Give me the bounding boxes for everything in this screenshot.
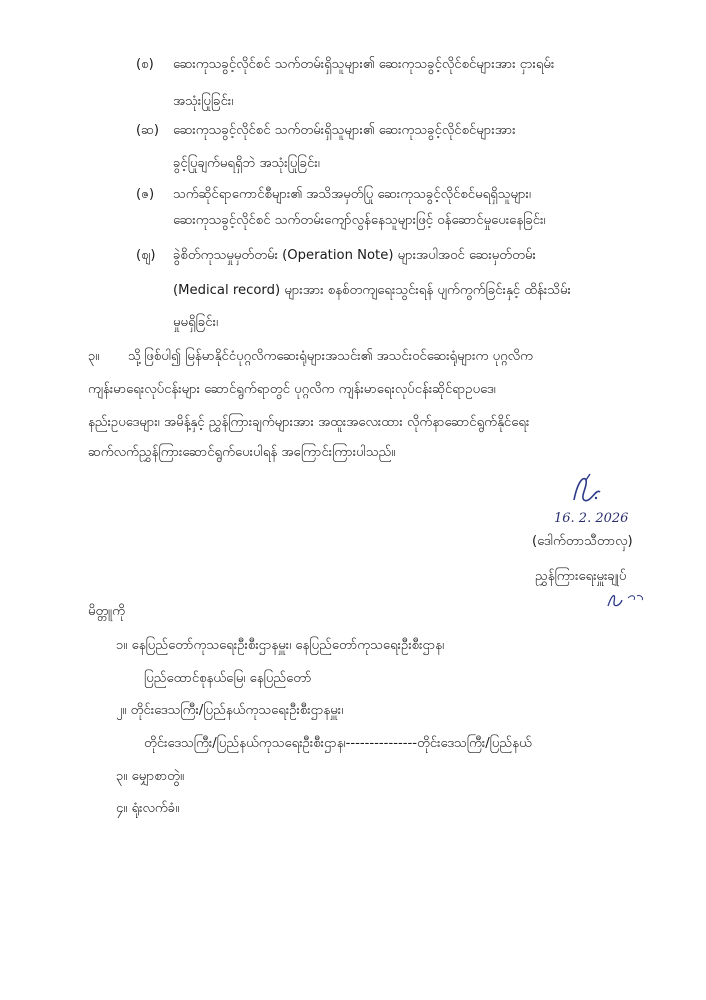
item-text: ဆေးကုသခွင့်လိုင်စင် သက်တမ်းရှိသူများ၏ ဆေးကုသခွင့်လိုင်စင်များအား — [173, 123, 516, 138]
item-text: ဆေးကုသခွင့်လိုင်စင် သက်တမ်းရှိသူများ၏ ဆေးကုသခွင့်လိုင်စင်များအား ငှားရမ်း — [173, 57, 555, 72]
copy-entry: ၂။ တိုင်းဒေသကြီး/ပြည်နယ်ကုသရေးဦးစီးဌာနမှူး၊ — [116, 703, 344, 718]
item-text: (Medical record) များအား စနစ်တကျရေးသွင်းရန် ပျက်ကွက်ခြင်းနှင့် ထိန်းသိမ်း — [173, 283, 571, 298]
copy-entry: ၄။ ရုံးလက်ခံ။ — [116, 801, 180, 816]
item-text: မှုမရှိခြင်း၊ — [173, 315, 219, 330]
paragraph-text: ဆက်လက်ညွှန်ကြားဆောင်ရွက်ပေးပါရန် အကြောင်းကြားပါသည်။ — [88, 445, 396, 460]
copy-entry: ပြည်ထောင်စုနယ်မြေ၊ နေပြည်တော် — [144, 671, 312, 686]
paragraph-number: ၃။ — [88, 349, 100, 364]
signature-date: 16. 2. 2026 — [554, 511, 629, 526]
item-label: (ဈ) — [136, 248, 156, 263]
copy-entry: ၁။ နေပြည်တော်ကုသရေးဦးစီးဌာနမှူး၊ နေပြည်တော်ကုသရေးဦးစီးဌာန၊ — [116, 638, 445, 653]
paragraph-text: နည်းဥပဒေများ၊ အမိန့်နှင့် ညွှန်ကြားချက်များအား အထူးအလေးထား လိုက်နာဆောင်ရွက်နိုင်ရေး — [88, 415, 530, 430]
copy-entry: တိုင်းဒေသကြီး/ပြည်နယ်ကုသရေးဦးစီးဌာန၊---------------တိုင်းဒေသကြီး/ပြည်နယ် — [144, 736, 532, 751]
paragraph-text: ကျန်းမာရေးလုပ်ငန်းများ ဆောင်ရွက်ရာတွင် ပုဂ္ဂလိက ကျန်းမာရေးလုပ်ငန်းဆိုင်ရာဥပဒေ၊ — [88, 382, 496, 397]
item-text: အသုံးပြုခြင်း၊ — [173, 94, 234, 109]
item-text: ခွဲစိတ်ကုသမှုမှတ်တမ်း (Operation Note) များအပါအဝင် ဆေးမှတ်တမ်း — [173, 248, 536, 263]
item-text: ခွင့်ပြုချက်မရရှိဘဲ အသုံးပြုခြင်း၊ — [173, 156, 320, 171]
copies-heading: မိတ္တူကို — [88, 604, 126, 619]
item-label: (ဇ) — [136, 187, 155, 202]
signatory-name: (ဒေါက်တာသီတာလှ) — [532, 534, 633, 549]
copy-entry: ၃။ မျှောစာတွဲ။ — [116, 769, 184, 784]
item-label: (စ) — [136, 57, 154, 72]
signatory-title: ညွှန်ကြားရေးမှူးချုပ် — [535, 569, 627, 584]
signature-scribble — [566, 470, 606, 510]
item-label: (ဆ) — [136, 123, 160, 138]
item-text: ဆေးကုသခွင့်လိုင်စင် သက်တမ်းကျော်လွန်နေသူများဖြင့် ဝန်ဆောင်မှုပေးနေခြင်း၊ — [173, 213, 546, 228]
initials-scribble — [604, 588, 648, 612]
paragraph-text: သို့ဖြစ်ပါ၍ မြန်မာနိုင်ငံပုဂ္ဂလိကဆေးရုံများအသင်း၏ အသင်းဝင်ဆေးရုံများက ပုဂ္ဂလိက — [128, 349, 533, 364]
item-text: သက်ဆိုင်ရာကောင်စီများ၏ အသိအမှတ်ပြု ဆေးကုသခွင့်လိုင်စင်မရရှိသူများ၊ — [173, 187, 531, 202]
